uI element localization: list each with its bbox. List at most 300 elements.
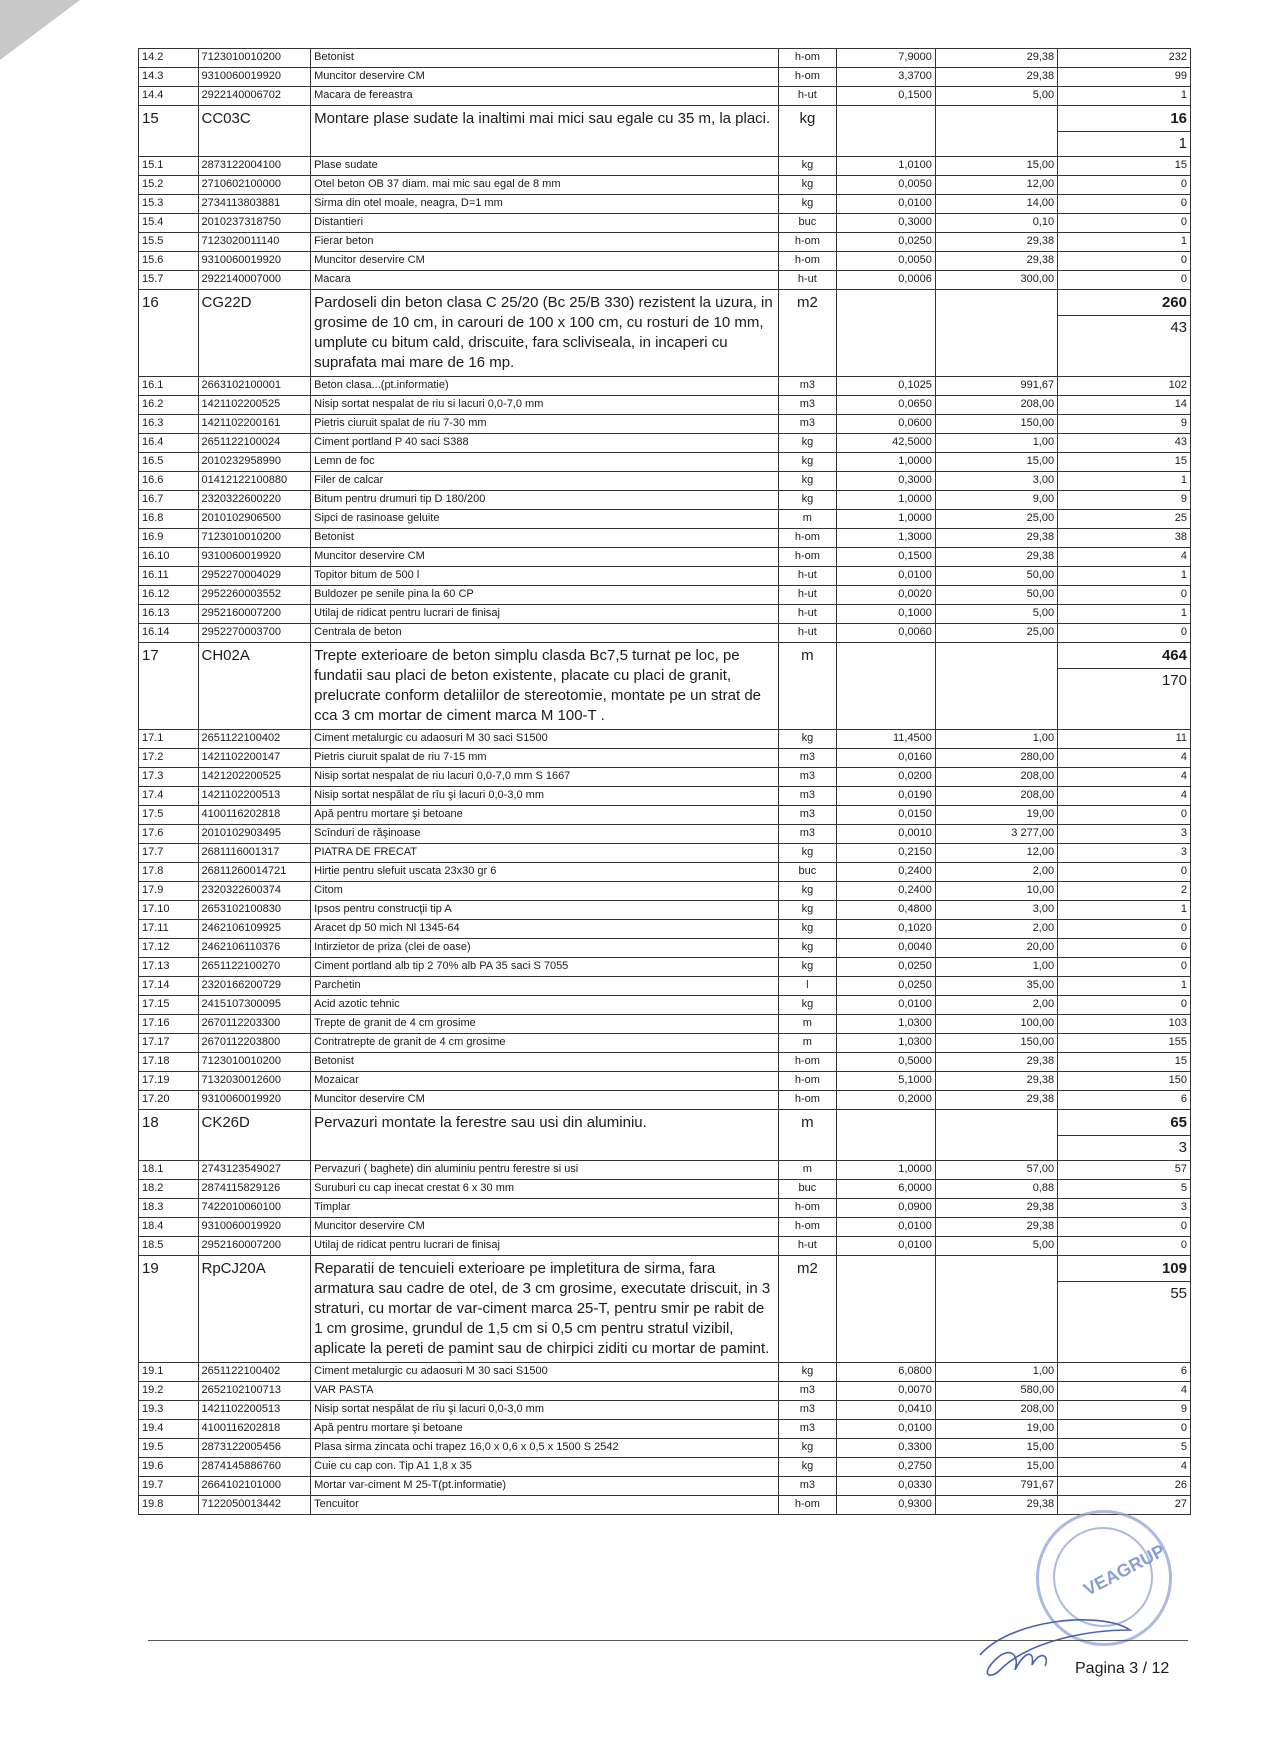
resource-unit: h-ut (778, 1237, 836, 1256)
resource-price: 1,00 (935, 958, 1057, 977)
resource-value: 15 (1058, 157, 1191, 176)
resource-value: 0 (1058, 176, 1191, 195)
resource-description: Pietris ciuruit spalat de riu 7-15 mm (311, 749, 779, 768)
resource-code: 2922140007000 (198, 271, 311, 290)
resource-row (139, 1091, 1191, 1110)
resource-value: 1 (1058, 977, 1191, 996)
resource-consumption: 1,0100 (837, 157, 936, 176)
resource-value: 1 (1058, 567, 1191, 586)
resource-unit: h-ut (778, 567, 836, 586)
resource-price: 29,38 (935, 548, 1057, 567)
resource-number: 19.2 (139, 1382, 199, 1401)
resource-value: 4 (1058, 1382, 1191, 1401)
resource-code: 7132030012600 (198, 1072, 311, 1091)
empty-cell (935, 1256, 1057, 1363)
resource-value: 0 (1058, 920, 1191, 939)
article-totals (1058, 1110, 1191, 1161)
resource-unit: buc (778, 1180, 836, 1199)
resource-value: 1 (1058, 605, 1191, 624)
resource-consumption: 0,1500 (837, 548, 936, 567)
resource-description: Parchetin (311, 977, 779, 996)
resource-description: Citom (311, 882, 779, 901)
resource-value: 0 (1058, 996, 1191, 1015)
resource-number: 17.10 (139, 901, 199, 920)
resource-consumption: 0,0100 (837, 1237, 936, 1256)
resource-description: Muncitor deservire CM (311, 1091, 779, 1110)
resource-number: 16.9 (139, 529, 199, 548)
resource-price: 29,38 (935, 1053, 1057, 1072)
resource-value: 4 (1058, 768, 1191, 787)
resource-unit: kg (778, 491, 836, 510)
resource-description: Filer de calcar (311, 472, 779, 491)
resource-code: 9310060019920 (198, 252, 311, 271)
resource-value: 155 (1058, 1034, 1191, 1053)
resource-consumption: 0,0100 (837, 996, 936, 1015)
resource-description: Cuie cu cap con. Tip A1 1,8 x 35 (311, 1458, 779, 1477)
resource-description: Muncitor deservire CM (311, 1218, 779, 1237)
resource-row (139, 1382, 1191, 1401)
resource-unit: kg (778, 1458, 836, 1477)
article-unit: m (778, 1110, 836, 1161)
resource-row (139, 1237, 1191, 1256)
resource-unit: l (778, 977, 836, 996)
resource-value: 2 (1058, 882, 1191, 901)
resource-value: 0 (1058, 214, 1191, 233)
resource-price: 280,00 (935, 749, 1057, 768)
resource-consumption: 5,1000 (837, 1072, 936, 1091)
resource-code: 2010237318750 (198, 214, 311, 233)
resource-consumption: 0,1020 (837, 920, 936, 939)
resource-code: 2415107300095 (198, 996, 311, 1015)
resource-row (139, 1363, 1191, 1382)
article-unit: m (778, 643, 836, 730)
resource-code: 2670112203300 (198, 1015, 311, 1034)
resource-unit: h-om (778, 1053, 836, 1072)
article-row (139, 106, 1191, 157)
resource-consumption: 0,0250 (837, 958, 936, 977)
resource-description: Mozaicar (311, 1072, 779, 1091)
resource-description: Utilaj de ridicat pentru lucrari de finisaj (311, 1237, 779, 1256)
resource-consumption: 3,3700 (837, 68, 936, 87)
resource-row (139, 453, 1191, 472)
resource-consumption: 0,1500 (837, 87, 936, 106)
resource-description: Lemn de foc (311, 453, 779, 472)
resource-number: 17.17 (139, 1034, 199, 1053)
resource-description: Pervazuri ( baghete) din aluminiu pentru ferestre si usi (311, 1161, 779, 1180)
resource-code: 2664102101000 (198, 1477, 311, 1496)
article-number: 16 (139, 290, 199, 377)
resource-value: 232 (1058, 49, 1191, 68)
resource-value: 1 (1058, 901, 1191, 920)
resource-price: 29,38 (935, 233, 1057, 252)
empty-cell (935, 1110, 1057, 1161)
resource-price: 14,00 (935, 195, 1057, 214)
resource-description: Apă pentru mortare şi betoane (311, 1420, 779, 1439)
resource-description: Nisip sortat nespalat de riu lacuri 0,0-7,0 mm S 1667 (311, 768, 779, 787)
article-totals (1058, 643, 1191, 730)
resource-number: 16.7 (139, 491, 199, 510)
resource-description: Acid azotic tehnic (311, 996, 779, 1015)
resource-value: 0 (1058, 958, 1191, 977)
resource-row (139, 1034, 1191, 1053)
resource-consumption: 7,9000 (837, 49, 936, 68)
article-number: 17 (139, 643, 199, 730)
resource-description: Beton clasa...(pt.informatie) (311, 377, 779, 396)
resource-consumption: 1,0000 (837, 491, 936, 510)
resource-value: 1 (1058, 472, 1191, 491)
article-description: Reparatii de tencuieli exterioare pe impletitura de sirma, fara armatura sau cadre de otel, de 3 cm grosime, executate driscuit, in 3 straturi, cu mortar de var-ciment marca 25-T, pentru smir pe rabit de 1 cm grosime, grundul de 1,5 cm si 0,5 cm pentru stratul vizibil, aplicate la pereti de pamint sau de chirpici ziditi cu mortar de pamint. (311, 1256, 779, 1363)
resource-row (139, 1218, 1191, 1237)
resource-price: 150,00 (935, 415, 1057, 434)
resource-consumption: 0,0070 (837, 1382, 936, 1401)
resource-value: 0 (1058, 1420, 1191, 1439)
resource-unit: kg (778, 996, 836, 1015)
resource-value: 3 (1058, 1199, 1191, 1218)
resource-row (139, 548, 1191, 567)
resource-row (139, 882, 1191, 901)
resource-description: Nisip sortat nespălat de rîu şi lacuri 0,0-3,0 mm (311, 1401, 779, 1420)
resource-code: 1421202200525 (198, 768, 311, 787)
resource-price: 991,67 (935, 377, 1057, 396)
resource-code: 01412122100880 (198, 472, 311, 491)
resource-description: Utilaj de ridicat pentru lucrari de finisaj (311, 605, 779, 624)
resource-unit: h-om (778, 49, 836, 68)
resource-number: 19.7 (139, 1477, 199, 1496)
resource-row (139, 214, 1191, 233)
resource-code: 2874115829126 (198, 1180, 311, 1199)
empty-cell (837, 1110, 936, 1161)
resource-price: 5,00 (935, 87, 1057, 106)
resource-number: 17.5 (139, 806, 199, 825)
resource-description: Sirma din otel moale, neagra, D=1 mm (311, 195, 779, 214)
resource-number: 19.4 (139, 1420, 199, 1439)
resource-unit: m (778, 1015, 836, 1034)
resource-code: 2952160007200 (198, 605, 311, 624)
resource-value: 9 (1058, 1401, 1191, 1420)
article-code: CG22D (198, 290, 311, 377)
article-code: RpCJ20A (198, 1256, 311, 1363)
resource-consumption: 0,0200 (837, 768, 936, 787)
resource-unit: kg (778, 920, 836, 939)
resource-price: 9,00 (935, 491, 1057, 510)
resource-unit: kg (778, 901, 836, 920)
resource-value: 5 (1058, 1180, 1191, 1199)
resource-code: 2652102100713 (198, 1382, 311, 1401)
resource-consumption: 0,0100 (837, 567, 936, 586)
resource-code: 2320322600374 (198, 882, 311, 901)
resource-unit: kg (778, 958, 836, 977)
empty-cell (837, 1256, 936, 1363)
resource-code: 2320166200729 (198, 977, 311, 996)
resource-row (139, 1180, 1191, 1199)
resource-consumption: 0,9300 (837, 1496, 936, 1515)
resource-value: 1 (1058, 233, 1191, 252)
resource-price: 5,00 (935, 605, 1057, 624)
resource-description: Suruburi cu cap inecat crestat 6 x 30 mm (311, 1180, 779, 1199)
resource-consumption: 6,0000 (837, 1180, 936, 1199)
resource-consumption: 0,2150 (837, 844, 936, 863)
resource-number: 15.2 (139, 176, 199, 195)
resource-consumption: 0,0100 (837, 195, 936, 214)
resource-description: Topitor bitum de 500 l (311, 567, 779, 586)
resource-value: 0 (1058, 1237, 1191, 1256)
resource-row (139, 1053, 1191, 1072)
company-stamp-text: VEAGRUP (1080, 1540, 1169, 1600)
resource-consumption: 0,0330 (837, 1477, 936, 1496)
resource-consumption: 0,0650 (837, 396, 936, 415)
resource-price: 50,00 (935, 567, 1057, 586)
resource-value: 4 (1058, 548, 1191, 567)
resource-unit: m3 (778, 1477, 836, 1496)
resource-consumption: 42,5000 (837, 434, 936, 453)
resource-number: 19.3 (139, 1401, 199, 1420)
resource-code: 2663102100001 (198, 377, 311, 396)
resource-consumption: 0,2400 (837, 882, 936, 901)
resource-row (139, 491, 1191, 510)
resource-number: 16.13 (139, 605, 199, 624)
resource-row (139, 1072, 1191, 1091)
resource-number: 15.4 (139, 214, 199, 233)
resource-consumption: 0,0100 (837, 1420, 936, 1439)
resource-value: 27 (1058, 1496, 1191, 1515)
resource-unit: m3 (778, 396, 836, 415)
resource-unit: h-ut (778, 271, 836, 290)
resource-price: 29,38 (935, 1218, 1057, 1237)
resource-price: 12,00 (935, 844, 1057, 863)
resource-code: 2743123549027 (198, 1161, 311, 1180)
article-subtotal: 43 (1170, 319, 1187, 336)
resource-description: Aracet dp 50 mich Nl 1345-64 (311, 920, 779, 939)
resource-unit: m (778, 510, 836, 529)
resource-price: 19,00 (935, 806, 1057, 825)
resource-description: Muncitor deservire CM (311, 252, 779, 271)
resource-code: 9310060019920 (198, 1091, 311, 1110)
resource-code: 4100116202818 (198, 806, 311, 825)
resource-code: 2320322600220 (198, 491, 311, 510)
resource-description: Nisip sortat nespalat de riu si lacuri 0,0-7,0 mm (311, 396, 779, 415)
resource-number: 17.19 (139, 1072, 199, 1091)
resource-value: 0 (1058, 586, 1191, 605)
resource-number: 16.14 (139, 624, 199, 643)
resource-description: Fierar beton (311, 233, 779, 252)
resource-unit: h-om (778, 1218, 836, 1237)
resource-number: 16.2 (139, 396, 199, 415)
resource-number: 17.3 (139, 768, 199, 787)
resource-row (139, 977, 1191, 996)
resource-description: VAR PASTA (311, 1382, 779, 1401)
resource-value: 0 (1058, 939, 1191, 958)
resource-row (139, 510, 1191, 529)
resource-price: 208,00 (935, 396, 1057, 415)
resource-row (139, 1401, 1191, 1420)
resource-unit: kg (778, 453, 836, 472)
article-subtotal: 1 (1178, 135, 1187, 152)
resource-value: 9 (1058, 491, 1191, 510)
resource-number: 15.7 (139, 271, 199, 290)
article-description: Pardoseli din beton clasa C 25/20 (Bc 25/B 330) rezistent la uzura, in grosime de 10 cm, in carouri de 100 x 100 cm, cu rosturi de 10 mm, umplute cu bitum cald, driscuite, fara scliviseala, in incaperi cu suprafata mai mare de 16 mp. (311, 290, 779, 377)
resource-description: Mortar var-ciment M 25-T(pt.informatie) (311, 1477, 779, 1496)
resource-consumption: 0,0010 (837, 825, 936, 844)
resource-unit: buc (778, 214, 836, 233)
resource-consumption: 1,0300 (837, 1034, 936, 1053)
resource-code: 2651122100402 (198, 1363, 311, 1382)
empty-cell (935, 106, 1057, 157)
resource-price: 50,00 (935, 586, 1057, 605)
resource-code: 1421102200147 (198, 749, 311, 768)
article-unit: kg (778, 106, 836, 157)
resource-consumption: 0,0060 (837, 624, 936, 643)
resource-price: 0,88 (935, 1180, 1057, 1199)
resource-row (139, 996, 1191, 1015)
resource-code: 7122050013442 (198, 1496, 311, 1515)
resource-consumption: 1,0300 (837, 1015, 936, 1034)
resource-value: 0 (1058, 252, 1191, 271)
resource-description: Macara de fereastra (311, 87, 779, 106)
resource-consumption: 0,3000 (837, 214, 936, 233)
resource-value: 102 (1058, 377, 1191, 396)
resource-code: 7123010010200 (198, 1053, 311, 1072)
resource-value: 0 (1058, 863, 1191, 882)
resource-number: 14.3 (139, 68, 199, 87)
resource-consumption: 0,0006 (837, 271, 936, 290)
resource-consumption: 0,0020 (837, 586, 936, 605)
resource-code: 2734113803881 (198, 195, 311, 214)
resource-number: 19.1 (139, 1363, 199, 1382)
resource-description: Muncitor deservire CM (311, 68, 779, 87)
resource-consumption: 0,0050 (837, 252, 936, 271)
resource-code: 2462106110376 (198, 939, 311, 958)
resource-value: 99 (1058, 68, 1191, 87)
article-number: 15 (139, 106, 199, 157)
resource-consumption: 1,0000 (837, 1161, 936, 1180)
article-subtotal: 3 (1178, 1139, 1187, 1156)
article-number: 18 (139, 1110, 199, 1161)
resource-price: 29,38 (935, 49, 1057, 68)
resource-value: 0 (1058, 271, 1191, 290)
article-unit: m2 (778, 1256, 836, 1363)
resource-price: 29,38 (935, 252, 1057, 271)
resource-code: 2681116001317 (198, 844, 311, 863)
resource-consumption: 0,0900 (837, 1199, 936, 1218)
resource-row (139, 901, 1191, 920)
resource-unit: m3 (778, 1382, 836, 1401)
resource-code: 2710602100000 (198, 176, 311, 195)
resource-number: 16.6 (139, 472, 199, 491)
resource-consumption: 0,0040 (837, 939, 936, 958)
article-code: CC03C (198, 106, 311, 157)
resource-unit: kg (778, 844, 836, 863)
empty-cell (837, 106, 936, 157)
resource-code: 7422010060100 (198, 1199, 311, 1218)
resource-value: 103 (1058, 1015, 1191, 1034)
resource-description: Hirtie pentru slefuit uscata 23x30 gr 6 (311, 863, 779, 882)
resource-code: 9310060019920 (198, 548, 311, 567)
article-row (139, 1110, 1191, 1161)
resource-unit: m (778, 1161, 836, 1180)
article-totals (1058, 106, 1191, 157)
resource-description: Apă pentru mortare şi betoane (311, 806, 779, 825)
resource-number: 16.5 (139, 453, 199, 472)
resource-unit: h-ut (778, 624, 836, 643)
resource-number: 18.2 (139, 1180, 199, 1199)
resource-row (139, 749, 1191, 768)
article-totals (1058, 1256, 1191, 1363)
resource-value: 9 (1058, 415, 1191, 434)
resource-price: 57,00 (935, 1161, 1057, 1180)
resource-row (139, 567, 1191, 586)
resource-number: 18.5 (139, 1237, 199, 1256)
resource-number: 16.4 (139, 434, 199, 453)
resource-consumption: 1,0000 (837, 453, 936, 472)
resource-consumption: 0,0600 (837, 415, 936, 434)
resource-unit: m3 (778, 806, 836, 825)
resource-unit: h-om (778, 233, 836, 252)
resource-price: 300,00 (935, 271, 1057, 290)
resource-price: 15,00 (935, 1458, 1057, 1477)
resource-price: 208,00 (935, 1401, 1057, 1420)
resource-row (139, 825, 1191, 844)
resource-price: 5,00 (935, 1237, 1057, 1256)
resource-row (139, 806, 1191, 825)
resource-value: 38 (1058, 529, 1191, 548)
resource-code: 2462106109925 (198, 920, 311, 939)
resource-number: 17.18 (139, 1053, 199, 1072)
resource-number: 17.2 (139, 749, 199, 768)
article-code: CH02A (198, 643, 311, 730)
resource-row (139, 1439, 1191, 1458)
resource-unit: kg (778, 195, 836, 214)
resource-price: 791,67 (935, 1477, 1057, 1496)
resource-unit: h-om (778, 1091, 836, 1110)
resource-number: 17.11 (139, 920, 199, 939)
resource-price: 0,10 (935, 214, 1057, 233)
resource-value: 15 (1058, 453, 1191, 472)
resource-number: 16.11 (139, 567, 199, 586)
resource-row (139, 377, 1191, 396)
resource-number: 15.6 (139, 252, 199, 271)
resource-description: PIATRA DE FRECAT (311, 844, 779, 863)
article-description: Pervazuri montate la ferestre sau usi din aluminiu. (311, 1110, 779, 1161)
resource-row (139, 958, 1191, 977)
resource-unit: h-om (778, 529, 836, 548)
resource-description: Muncitor deservire CM (311, 548, 779, 567)
resource-code: 2651122100024 (198, 434, 311, 453)
resource-description: Buldozer pe senile pina la 60 CP (311, 586, 779, 605)
resource-code: 1421102200525 (198, 396, 311, 415)
resource-unit: kg (778, 1439, 836, 1458)
resource-consumption: 0,0250 (837, 233, 936, 252)
article-subtotal: 55 (1170, 1285, 1187, 1302)
resource-value: 0 (1058, 624, 1191, 643)
estimate-table (138, 48, 1191, 1515)
resource-consumption: 0,5000 (837, 1053, 936, 1072)
resource-value: 4 (1058, 787, 1191, 806)
resource-code: 2874145886760 (198, 1458, 311, 1477)
article-row (139, 1256, 1191, 1363)
resource-value: 3 (1058, 844, 1191, 863)
resource-value: 1 (1058, 87, 1191, 106)
resource-number: 14.4 (139, 87, 199, 106)
resource-description: Contratrepte de granit de 4 cm grosime (311, 1034, 779, 1053)
resource-unit: m3 (778, 415, 836, 434)
resource-unit: m3 (778, 749, 836, 768)
estimate-sheet (138, 48, 1191, 1515)
resource-code: 2670112203800 (198, 1034, 311, 1053)
resource-description: Intirzietor de priza (clei de oase) (311, 939, 779, 958)
resource-unit: kg (778, 1363, 836, 1382)
resource-consumption: 0,0410 (837, 1401, 936, 1420)
resource-code: 1421102200161 (198, 415, 311, 434)
